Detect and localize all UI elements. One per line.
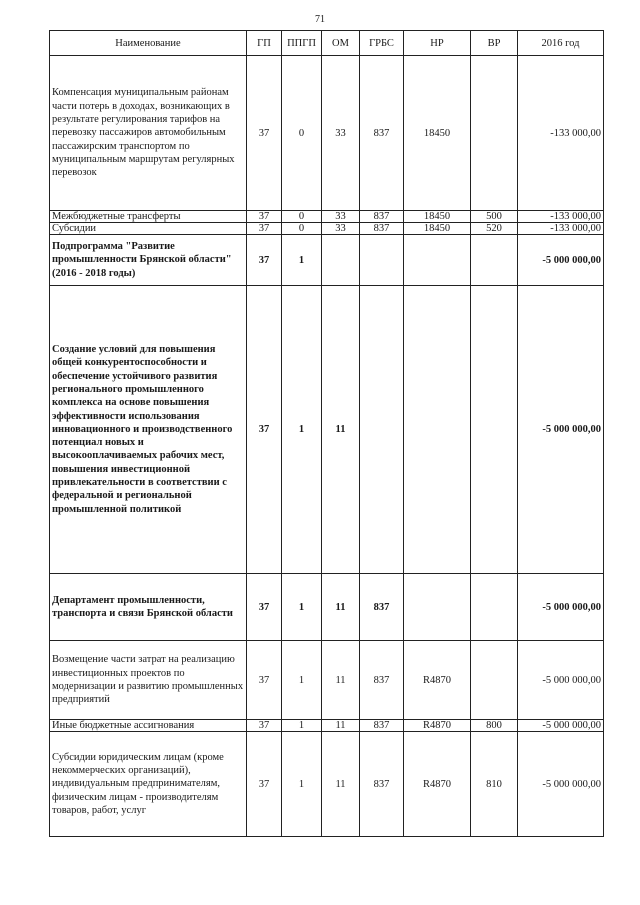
row-name: Департамент промышленности, транспорта и связи Брянской области [50, 574, 247, 641]
row-vr: 800 [471, 720, 518, 732]
row-om: 11 [322, 732, 360, 837]
row-gp: 37 [247, 574, 282, 641]
row-vr: 810 [471, 732, 518, 837]
row-vr [471, 56, 518, 211]
row-om: 11 [322, 286, 360, 574]
row-gp: 37 [247, 235, 282, 286]
row-om: 11 [322, 720, 360, 732]
row-gp: 37 [247, 732, 282, 837]
row-nr: 18450 [404, 223, 471, 235]
row-sum: -5 000 000,00 [518, 732, 604, 837]
row-name: Создание условий для повышения общей конкурентоспособности и обеспечение устойчивого развития регионального промышленного комплекса на основе повышения эффективности использования инновационного и производственного потенциал новых и высокооплачиваемых рабочих мест, повышения инвестиционной привлекательности в соответствии с федеральной и региональной промышленной политикой [50, 286, 247, 574]
row-nr: 18450 [404, 56, 471, 211]
row-gp: 37 [247, 720, 282, 732]
row-name: Субсидии [50, 223, 247, 235]
row-sum: -5 000 000,00 [518, 286, 604, 574]
row-vr [471, 574, 518, 641]
row-gp: 37 [247, 223, 282, 235]
header-grbs: ГРБС [360, 31, 404, 56]
row-vr [471, 235, 518, 286]
row-gp: 37 [247, 211, 282, 223]
row-pgp: 0 [282, 56, 322, 211]
row-om: 33 [322, 56, 360, 211]
row-om: 11 [322, 574, 360, 641]
row-grbs: 837 [360, 56, 404, 211]
row-gp: 37 [247, 56, 282, 211]
table-row [50, 574, 604, 641]
row-sum: -5 000 000,00 [518, 574, 604, 641]
header-name: Наименование [50, 31, 247, 56]
row-vr [471, 641, 518, 720]
row-name: Иные бюджетные ассигнования [50, 720, 247, 732]
header-pgp: ППГП [282, 31, 322, 56]
row-grbs: 837 [360, 223, 404, 235]
row-pgp: 0 [282, 211, 322, 223]
table-row [50, 720, 604, 732]
row-nr: R4870 [404, 720, 471, 732]
row-pgp: 1 [282, 641, 322, 720]
row-sum: -133 000,00 [518, 211, 604, 223]
row-grbs [360, 286, 404, 574]
row-vr: 520 [471, 223, 518, 235]
header-vr: ВР [471, 31, 518, 56]
page-number: 71 [315, 14, 325, 25]
row-pgp: 1 [282, 732, 322, 837]
row-vr [471, 286, 518, 574]
row-sum: -133 000,00 [518, 223, 604, 235]
row-sum: -133 000,00 [518, 56, 604, 211]
row-nr: 18450 [404, 211, 471, 223]
budget-table [49, 30, 604, 837]
header-row [50, 31, 604, 56]
table-row [50, 235, 604, 286]
row-grbs: 837 [360, 732, 404, 837]
row-nr: R4870 [404, 641, 471, 720]
row-grbs: 837 [360, 211, 404, 223]
table-row [50, 223, 604, 235]
row-om [322, 235, 360, 286]
row-grbs: 837 [360, 574, 404, 641]
header-om: ОМ [322, 31, 360, 56]
row-pgp: 1 [282, 286, 322, 574]
row-nr [404, 574, 471, 641]
row-sum: -5 000 000,00 [518, 641, 604, 720]
row-name: Возмещение части затрат на реализацию инвестиционных проектов по модернизации и развитию промышленных предприятий [50, 641, 247, 720]
table-row [50, 56, 604, 211]
row-name: Подпрограмма "Развитие промышленности Брянской области" (2016 - 2018 годы) [50, 235, 247, 286]
row-sum: -5 000 000,00 [518, 720, 604, 732]
row-nr: R4870 [404, 732, 471, 837]
row-om: 11 [322, 641, 360, 720]
row-pgp: 1 [282, 235, 322, 286]
row-gp: 37 [247, 286, 282, 574]
row-pgp: 1 [282, 574, 322, 641]
row-vr: 500 [471, 211, 518, 223]
table-row [50, 732, 604, 837]
row-om: 33 [322, 223, 360, 235]
row-gp: 37 [247, 641, 282, 720]
row-pgp: 0 [282, 223, 322, 235]
header-nr: НР [404, 31, 471, 56]
table-row [50, 286, 604, 574]
row-name: Межбюджетные трансферты [50, 211, 247, 223]
row-nr [404, 286, 471, 574]
row-name: Компенсация муниципальным районам части потерь в доходах, возникающих в результате регулирования тарифов на перевозку пассажиров автомобильным пассажирским транспортом по муниципальным маршрутам регулярных перевозок [50, 56, 247, 211]
header-gp: ГП [247, 31, 282, 56]
table-row [50, 211, 604, 223]
row-grbs [360, 235, 404, 286]
header-year: 2016 год [518, 31, 604, 56]
row-nr [404, 235, 471, 286]
row-grbs: 837 [360, 641, 404, 720]
row-grbs: 837 [360, 720, 404, 732]
table-row [50, 641, 604, 720]
row-sum: -5 000 000,00 [518, 235, 604, 286]
row-om: 33 [322, 211, 360, 223]
row-pgp: 1 [282, 720, 322, 732]
row-name: Субсидии юридическим лицам (кроме некоммерческих организаций), индивидуальным предпринимателям, физическим лицам - производителям товаров, работ, услуг [50, 732, 247, 837]
